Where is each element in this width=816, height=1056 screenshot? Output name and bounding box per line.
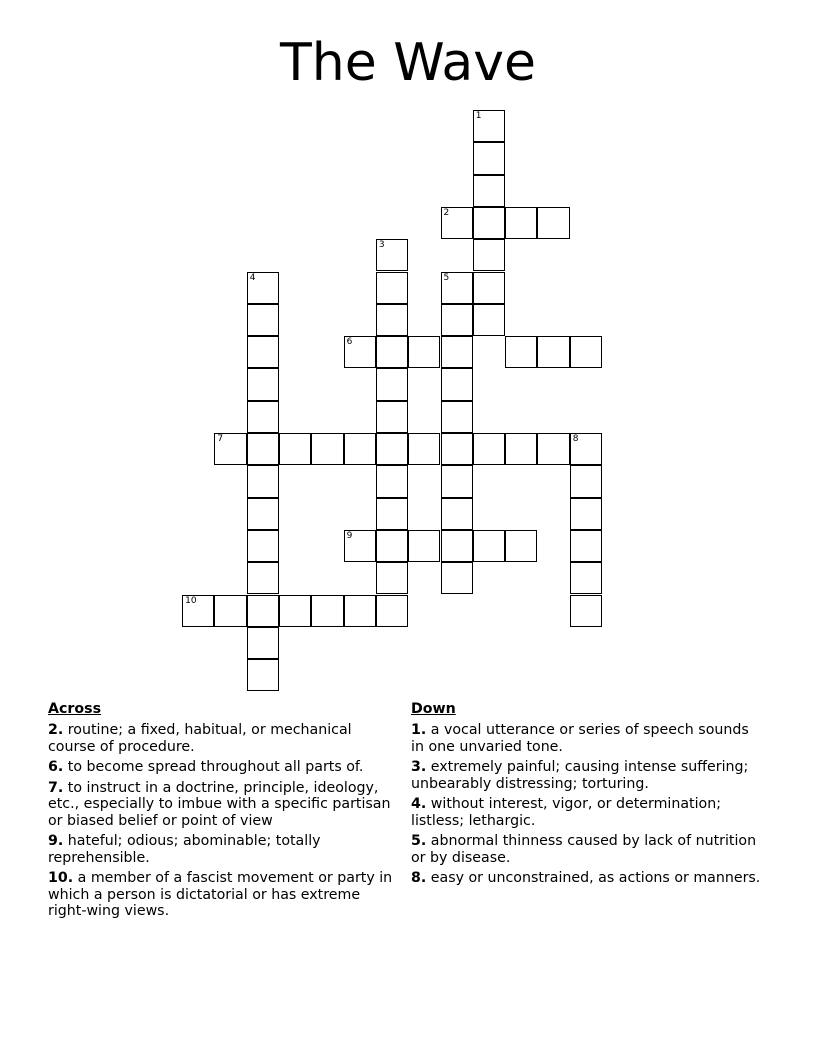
down-heading: Down: [411, 701, 456, 717]
clue-text: easy or unconstrained, as actions or manners.: [430, 870, 761, 886]
crossword-cell[interactable]: [344, 336, 376, 368]
crossword-cell[interactable]: [408, 530, 440, 562]
crossword-cell[interactable]: [570, 465, 602, 497]
clue-text: a member of a fascist movement or party in which a person is dictatorial or has extreme right-wing views.: [48, 870, 393, 919]
clue-down-4: [411, 796, 763, 829]
crossword-cell[interactable]: [247, 595, 279, 627]
crossword-cell[interactable]: [376, 562, 408, 594]
crossword-cell[interactable]: [473, 175, 505, 207]
cell-number: 1: [475, 111, 482, 121]
clue-number: 1.: [411, 722, 427, 738]
cell-number: 9: [346, 530, 353, 541]
crossword-cell[interactable]: [473, 239, 505, 271]
crossword-cell[interactable]: [441, 336, 473, 368]
crossword-cell[interactable]: [376, 433, 408, 465]
crossword-cell[interactable]: [441, 530, 473, 562]
clue-down-5: [411, 833, 763, 866]
clue-number: 10.: [48, 870, 74, 886]
crossword-cell[interactable]: [570, 336, 602, 368]
clue-text: without interest, vigor, or determination; listless; lethargic.: [411, 796, 721, 829]
crossword-cell[interactable]: [473, 142, 505, 174]
crossword-cell[interactable]: [214, 595, 246, 627]
cell-number: 4: [249, 272, 256, 283]
crossword-cell[interactable]: [408, 433, 440, 465]
crossword-cell[interactable]: [441, 304, 473, 336]
crossword-cell[interactable]: [537, 336, 569, 368]
crossword-cell[interactable]: [441, 207, 473, 239]
crossword-cell[interactable]: [247, 498, 279, 530]
crossword-cell[interactable]: [247, 627, 279, 659]
crossword-cell[interactable]: [441, 498, 473, 530]
crossword-cell[interactable]: [376, 368, 408, 400]
crossword-cell[interactable]: [376, 272, 408, 304]
clue-down-8: [411, 870, 763, 887]
clue-text: hateful; odious; abominable; totally reprehensible.: [48, 833, 321, 866]
clue-text: a vocal utterance or series of speech sounds in one unvaried tone.: [411, 722, 749, 755]
crossword-cell[interactable]: [537, 433, 569, 465]
crossword-cell[interactable]: [570, 530, 602, 562]
crossword-cell[interactable]: [279, 433, 311, 465]
clue-text: routine; a fixed, habitual, or mechanical course of procedure.: [48, 722, 352, 755]
crossword-cell[interactable]: [344, 530, 376, 562]
clue-number: 4.: [411, 796, 427, 812]
clue-number: 3.: [411, 759, 427, 775]
crossword-cell[interactable]: [376, 530, 408, 562]
clue-number: 9.: [48, 833, 64, 849]
crossword-cell[interactable]: [376, 465, 408, 497]
crossword-cell[interactable]: [247, 401, 279, 433]
crossword-cell[interactable]: [376, 498, 408, 530]
clue-across-7: [48, 780, 400, 830]
clue-across-9: [48, 833, 400, 866]
crossword-cell[interactable]: [344, 595, 376, 627]
crossword-cell[interactable]: [505, 433, 537, 465]
page-title: The Wave: [280, 33, 536, 93]
clue-number: 7.: [48, 779, 64, 796]
cell-number: 2: [443, 207, 450, 218]
crossword-cell[interactable]: [473, 207, 505, 239]
clue-number: 6.: [48, 759, 64, 775]
clue-text: to instruct in a doctrine, principle, ideology, etc., especially to imbue with a specific partisan or biased belief or point of view: [48, 779, 391, 829]
crossword-cell[interactable]: [473, 433, 505, 465]
crossword-cell[interactable]: [473, 304, 505, 336]
crossword-cell[interactable]: [441, 562, 473, 594]
clue-number: 2.: [48, 722, 64, 738]
crossword-cell[interactable]: [473, 530, 505, 562]
cell-number: 3: [378, 240, 385, 251]
crossword-cell[interactable]: [505, 207, 537, 239]
crossword-cell[interactable]: [311, 433, 343, 465]
crossword-cell[interactable]: [570, 498, 602, 530]
crossword-cell[interactable]: [408, 336, 440, 368]
crossword-cell[interactable]: [441, 401, 473, 433]
crossword-cell[interactable]: [247, 465, 279, 497]
crossword-cell[interactable]: [247, 530, 279, 562]
clue-text: abnormal thinness caused by lack of nutrition or by disease.: [411, 833, 757, 866]
crossword-cell[interactable]: [505, 336, 537, 368]
clue-across-2: [48, 722, 400, 755]
clue-text: extremely painful; causing intense suffering; unbearably distressing; torturing.: [411, 759, 749, 792]
crossword-cell[interactable]: [505, 530, 537, 562]
crossword-cell[interactable]: [247, 368, 279, 400]
crossword-cell[interactable]: [376, 401, 408, 433]
cell-number: 7: [217, 434, 224, 444]
across-clues: [48, 700, 400, 924]
crossword-cell[interactable]: [247, 659, 279, 691]
crossword-cell[interactable]: [311, 595, 343, 627]
crossword-cell[interactable]: [441, 465, 473, 497]
crossword-cell[interactable]: [376, 304, 408, 336]
crossword-cell[interactable]: [376, 595, 408, 627]
cell-number: 10: [185, 595, 197, 606]
clue-number: 8.: [411, 870, 427, 886]
crossword-cell[interactable]: [473, 110, 505, 142]
crossword-cell[interactable]: [376, 336, 408, 368]
crossword-cell[interactable]: [441, 433, 473, 465]
crossword-cell[interactable]: [182, 595, 214, 627]
crossword-cell[interactable]: [279, 595, 311, 627]
crossword-cell[interactable]: [214, 433, 246, 465]
crossword-cell[interactable]: [570, 562, 602, 594]
clue-down-3: [411, 759, 763, 792]
crossword-cell[interactable]: [441, 272, 473, 304]
crossword-cell[interactable]: [247, 304, 279, 336]
across-heading: Across: [48, 701, 102, 717]
cell-number: 6: [346, 337, 353, 348]
clue-across-10: [48, 870, 400, 920]
crossword-cell[interactable]: [247, 433, 279, 465]
crossword-cell[interactable]: [473, 272, 505, 304]
cell-number: 5: [443, 272, 450, 283]
crossword-cell[interactable]: [537, 207, 569, 239]
crossword-cell[interactable]: [247, 562, 279, 594]
clue-down-1: [411, 722, 763, 755]
crossword-cell[interactable]: [247, 336, 279, 368]
crossword-cell[interactable]: [570, 595, 602, 627]
crossword-cell[interactable]: [247, 272, 279, 304]
crossword-cell[interactable]: [344, 433, 376, 465]
clue-number: 5.: [411, 833, 427, 849]
crossword-cell[interactable]: [570, 433, 602, 465]
crossword-cell[interactable]: [376, 239, 408, 271]
clue-text: to become spread throughout all parts of.: [67, 759, 364, 775]
down-clues: [411, 700, 763, 891]
clue-across-6: [48, 759, 400, 776]
crossword-cell[interactable]: [441, 368, 473, 400]
cell-number: 8: [572, 434, 579, 444]
